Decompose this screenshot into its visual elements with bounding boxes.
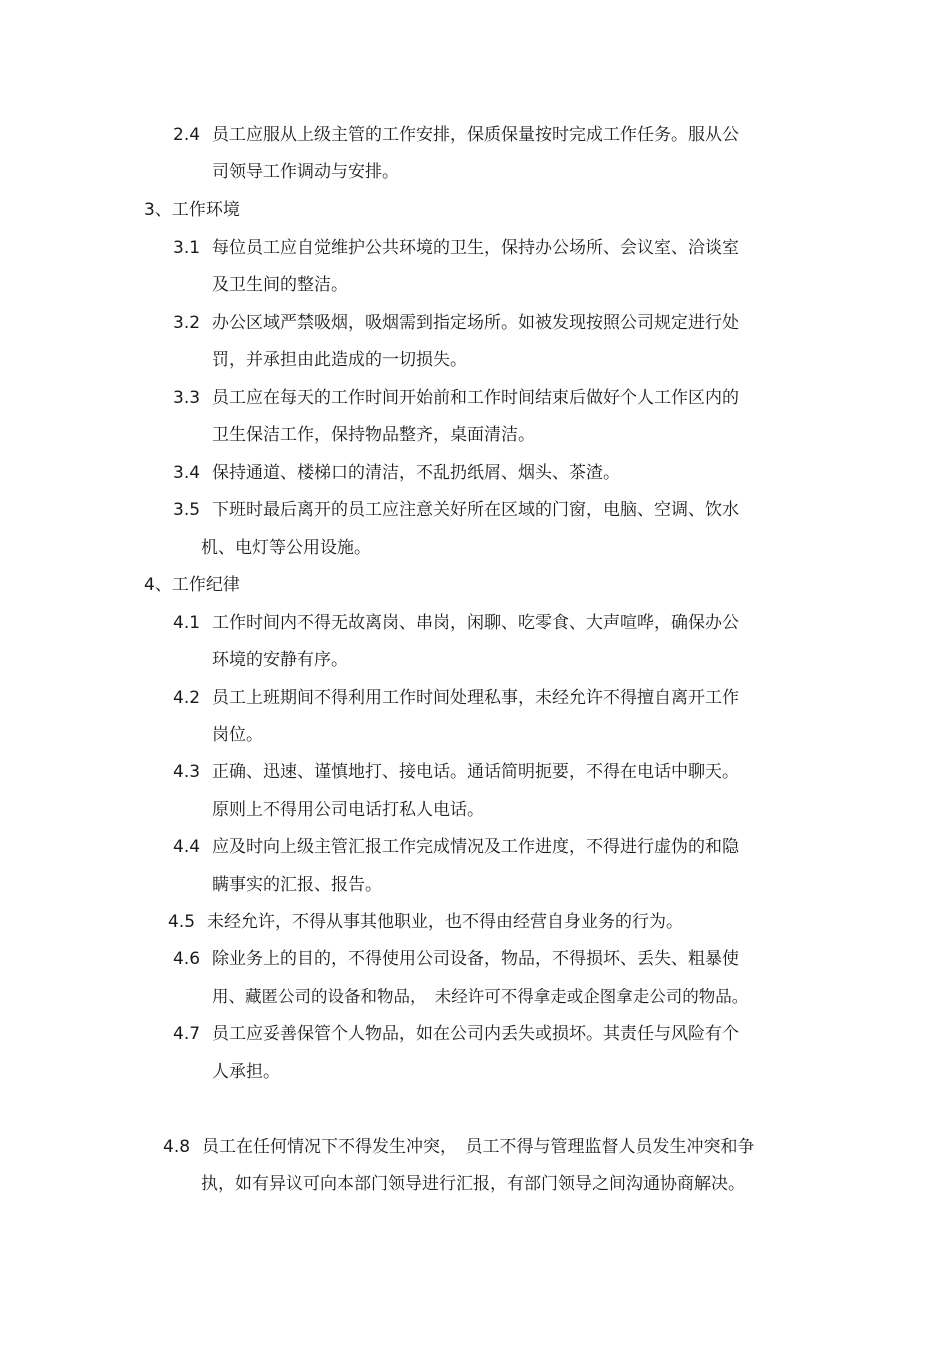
clause-4-3-line1 <box>173 761 739 783</box>
clause-4-8-line2: 执，如有异议可向本部门领导进行汇报，有部门领导之间沟通协商解决。 <box>201 1174 745 1194</box>
clause-3-4-line1 <box>173 462 620 484</box>
clause-number: 3.5 <box>173 500 201 520</box>
clause-number: 3.2 <box>173 313 201 333</box>
clause-text: 除业务上的目的，不得使用公司设备，物品，不得损坏、丢失、粗暴使 <box>212 949 739 969</box>
section-heading-3: 3、工作环境 <box>144 200 240 220</box>
section-heading-4: 4、工作纪律 <box>144 575 240 595</box>
clause-3-1-line2: 及卫生间的整洁。 <box>212 275 348 295</box>
clause-text: 员工应在每天的工作时间开始前和工作时间结束后做好个人工作区内的 <box>212 388 739 408</box>
clause-number: 4.8 <box>163 1137 191 1157</box>
clause-text: 下班时最后离开的员工应注意关好所在区域的门窗，电脑、空调、饮水 <box>212 500 739 520</box>
clause-2-4-line2: 司领导工作调动与安排。 <box>212 162 399 182</box>
clause-3-3-line1 <box>173 387 739 409</box>
clause-text: 员工应服从上级主管的工作安排，保质保量按时完成工作任务。服从公 <box>212 125 739 145</box>
clause-text: 应及时向上级主管汇报工作完成情况及工作进度，不得进行虚伪的和隐 <box>212 837 739 857</box>
clause-3-5-line2: 机、电灯等公用设施。 <box>201 538 371 558</box>
clause-3-2-line1 <box>173 312 739 334</box>
clause-number: 4.1 <box>173 613 201 633</box>
clause-4-3-line2: 原则上不得用公司电话打私人电话。 <box>212 800 484 820</box>
clause-4-2-line1 <box>173 687 739 709</box>
clause-4-8-line1 <box>163 1136 755 1158</box>
clause-4-6-line1 <box>173 948 739 970</box>
clause-4-4-line1 <box>173 836 739 858</box>
clause-4-6-line2: 用、藏匿公司的设备和物品， 未经许可不得拿走或企图拿走公司的物品。 <box>212 987 749 1006</box>
clause-4-7-line2: 人承担。 <box>212 1062 280 1082</box>
clause-4-5-line1 <box>168 911 683 933</box>
clause-2-4-line1 <box>173 124 739 146</box>
clause-text: 保持通道、楼梯口的清洁，不乱扔纸屑、烟头、茶渣。 <box>212 463 620 483</box>
clause-number: 3.4 <box>173 463 201 483</box>
clause-4-4-line2: 瞒事实的汇报、报告。 <box>212 875 382 895</box>
clause-number: 4.6 <box>173 949 201 969</box>
clause-number: 3.1 <box>173 238 201 258</box>
clause-3-5-line1 <box>173 499 739 521</box>
clause-4-1-line1 <box>173 612 739 634</box>
clause-text: 工作时间内不得无故离岗、串岗，闲聊、吃零食、大声喧哗，确保办公 <box>212 613 739 633</box>
clause-4-7-line1 <box>173 1023 739 1045</box>
clause-number: 4.5 <box>168 912 196 932</box>
clause-3-1-line1 <box>173 237 739 259</box>
clause-3-2-line2: 罚，并承担由此造成的一切损失。 <box>212 350 467 370</box>
clause-number: 4.3 <box>173 762 201 782</box>
clause-number: 2.4 <box>173 125 201 145</box>
clause-3-3-line2: 卫生保洁工作，保持物品整齐，桌面清洁。 <box>212 425 535 445</box>
clause-4-1-line2: 环境的安静有序。 <box>212 650 348 670</box>
clause-number: 4.2 <box>173 688 201 708</box>
clause-text: 未经允许，不得从事其他职业，也不得由经营自身业务的行为。 <box>207 912 683 932</box>
clause-text: 办公区域严禁吸烟，吸烟需到指定场所。如被发现按照公司规定进行处 <box>212 313 739 333</box>
clause-text: 员工上班期间不得利用工作时间处理私事，未经允许不得擅自离开工作 <box>212 688 739 708</box>
clause-text: 正确、迅速、谨慎地打、接电话。通话简明扼要，不得在电话中聊天。 <box>212 762 739 782</box>
clause-4-2-line2: 岗位。 <box>212 725 263 745</box>
clause-number: 3.3 <box>173 388 201 408</box>
clause-text: 员工在任何情况下不得发生冲突， 员工不得与管理监督人员发生冲突和争 <box>202 1137 755 1157</box>
clause-number: 4.7 <box>173 1024 201 1044</box>
clause-number: 4.4 <box>173 837 201 857</box>
clause-text: 员工应妥善保管个人物品，如在公司内丢失或损坏。其责任与风险有个 <box>212 1024 739 1044</box>
clause-text: 每位员工应自觉维护公共环境的卫生，保持办公场所、会议室、洽谈室 <box>212 238 739 258</box>
